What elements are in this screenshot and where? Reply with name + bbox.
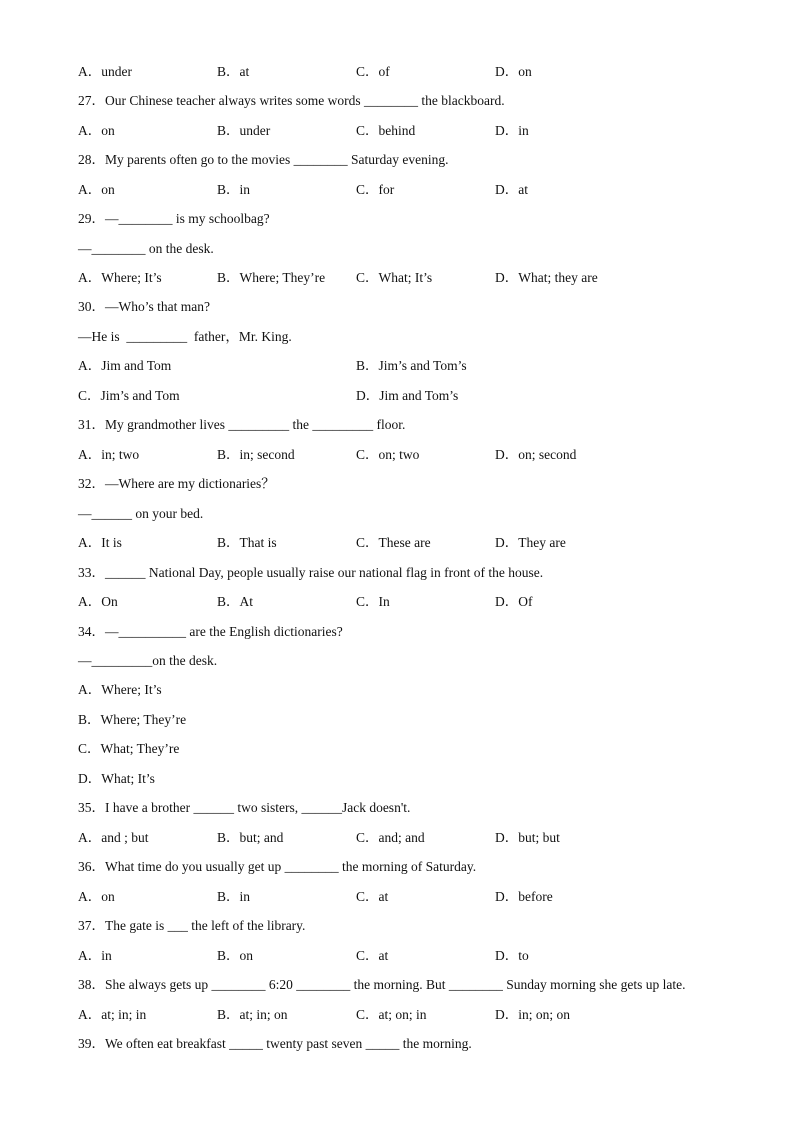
option-d: D．Jim and Tom’s <box>356 388 459 403</box>
option-b: B．At <box>217 594 254 609</box>
question-30: 30．—Who’s that man? <box>78 299 210 314</box>
option-a: A．Where; It’s <box>78 270 162 285</box>
option-d: D．What; It’s <box>78 771 155 786</box>
option-c: C．at; on; in <box>356 1007 427 1022</box>
option-d: D．to <box>495 948 529 963</box>
option-c: C．behind <box>356 123 416 138</box>
option-d: D．but; but <box>495 830 560 845</box>
question-35: 35．I have a brother ______ two sisters, ______Jack doesn't. <box>78 800 411 815</box>
option-c: C．of <box>356 64 390 79</box>
option-a: A．at; in; in <box>78 1007 147 1022</box>
option-d: D．in; on; on <box>495 1007 571 1022</box>
option-b: B．Where; They’re <box>217 270 326 285</box>
option-a: A．in; two <box>78 447 140 462</box>
question-36: 36．What time do you usually get up ________ the morning of Saturday. <box>78 859 477 874</box>
option-a: A．in <box>78 948 112 963</box>
option-d: D．in <box>495 123 529 138</box>
option-c: C．What; They’re <box>78 741 180 756</box>
option-b: B．in <box>217 889 251 904</box>
option-c: C．for <box>356 182 395 197</box>
question-37: 37．The gate is ___ the left of the library. <box>78 918 306 933</box>
option-b: B．but; and <box>217 830 284 845</box>
option-b: B．in; second <box>217 447 295 462</box>
question-29-reply: —________ on the desk. <box>78 241 214 256</box>
option-a: A．on <box>78 182 115 197</box>
option-b: B．That is <box>217 535 277 550</box>
option-d: D．before <box>495 889 553 904</box>
question-27: 27．Our Chinese teacher always writes some words ________ the blackboard. <box>78 93 505 108</box>
option-c: C．at <box>356 889 389 904</box>
option-a: A．under <box>78 64 132 79</box>
option-b: B．Jim’s and Tom’s <box>356 358 467 373</box>
question-30-reply: —He is _________ father，Mr. King. <box>78 329 292 344</box>
question-33: 33．______ National Day, people usually raise our national flag in front of the house. <box>78 565 544 580</box>
option-b: B．at; in; on <box>217 1007 288 1022</box>
option-c: C．on; two <box>356 447 420 462</box>
option-b: B．in <box>217 182 251 197</box>
question-39: 39．We often eat breakfast _____ twenty past seven _____ the morning. <box>78 1036 472 1051</box>
question-34: 34．—__________ are the English dictionaries? <box>78 624 343 639</box>
option-d: D．at <box>495 182 528 197</box>
option-c: C．at <box>356 948 389 963</box>
option-b: B．under <box>217 123 271 138</box>
question-34-reply: —_________on the desk. <box>78 653 218 668</box>
option-c: C．and; and <box>356 830 425 845</box>
option-c: C．Jim’s and Tom <box>78 388 180 403</box>
question-32-reply: —______ on your bed. <box>78 506 204 521</box>
option-a: A．It is <box>78 535 122 550</box>
option-d: D．on <box>495 64 532 79</box>
question-38: 38．She always gets up ________ 6:20 ________ the morning. But ________ Sunday morning she gets up late. <box>78 977 686 992</box>
option-a: A．on <box>78 123 115 138</box>
option-b: B．at <box>217 64 250 79</box>
option-c: C．These are <box>356 535 431 550</box>
option-d: D．They are <box>495 535 566 550</box>
option-a: A．On <box>78 594 118 609</box>
question-32: 32．—Where are my dictionaries？ <box>78 476 275 491</box>
option-b: B．Where; They’re <box>78 712 187 727</box>
question-31: 31．My grandmother lives _________ the _________ floor. <box>78 417 406 432</box>
option-c: C．In <box>356 594 390 609</box>
option-c: C．What; It’s <box>356 270 433 285</box>
option-a: A．Jim and Tom <box>78 358 172 373</box>
option-a: A．and ; but <box>78 830 149 845</box>
question-29: 29．—________ is my schoolbag? <box>78 211 270 226</box>
option-d: D．What; they are <box>495 270 598 285</box>
option-d: D．on; second <box>495 447 577 462</box>
option-a: A．Where; It’s <box>78 682 162 697</box>
question-28: 28．My parents often go to the movies ________ Saturday evening. <box>78 152 449 167</box>
option-d: D．Of <box>495 594 533 609</box>
option-a: A．on <box>78 889 115 904</box>
option-b: B．on <box>217 948 254 963</box>
